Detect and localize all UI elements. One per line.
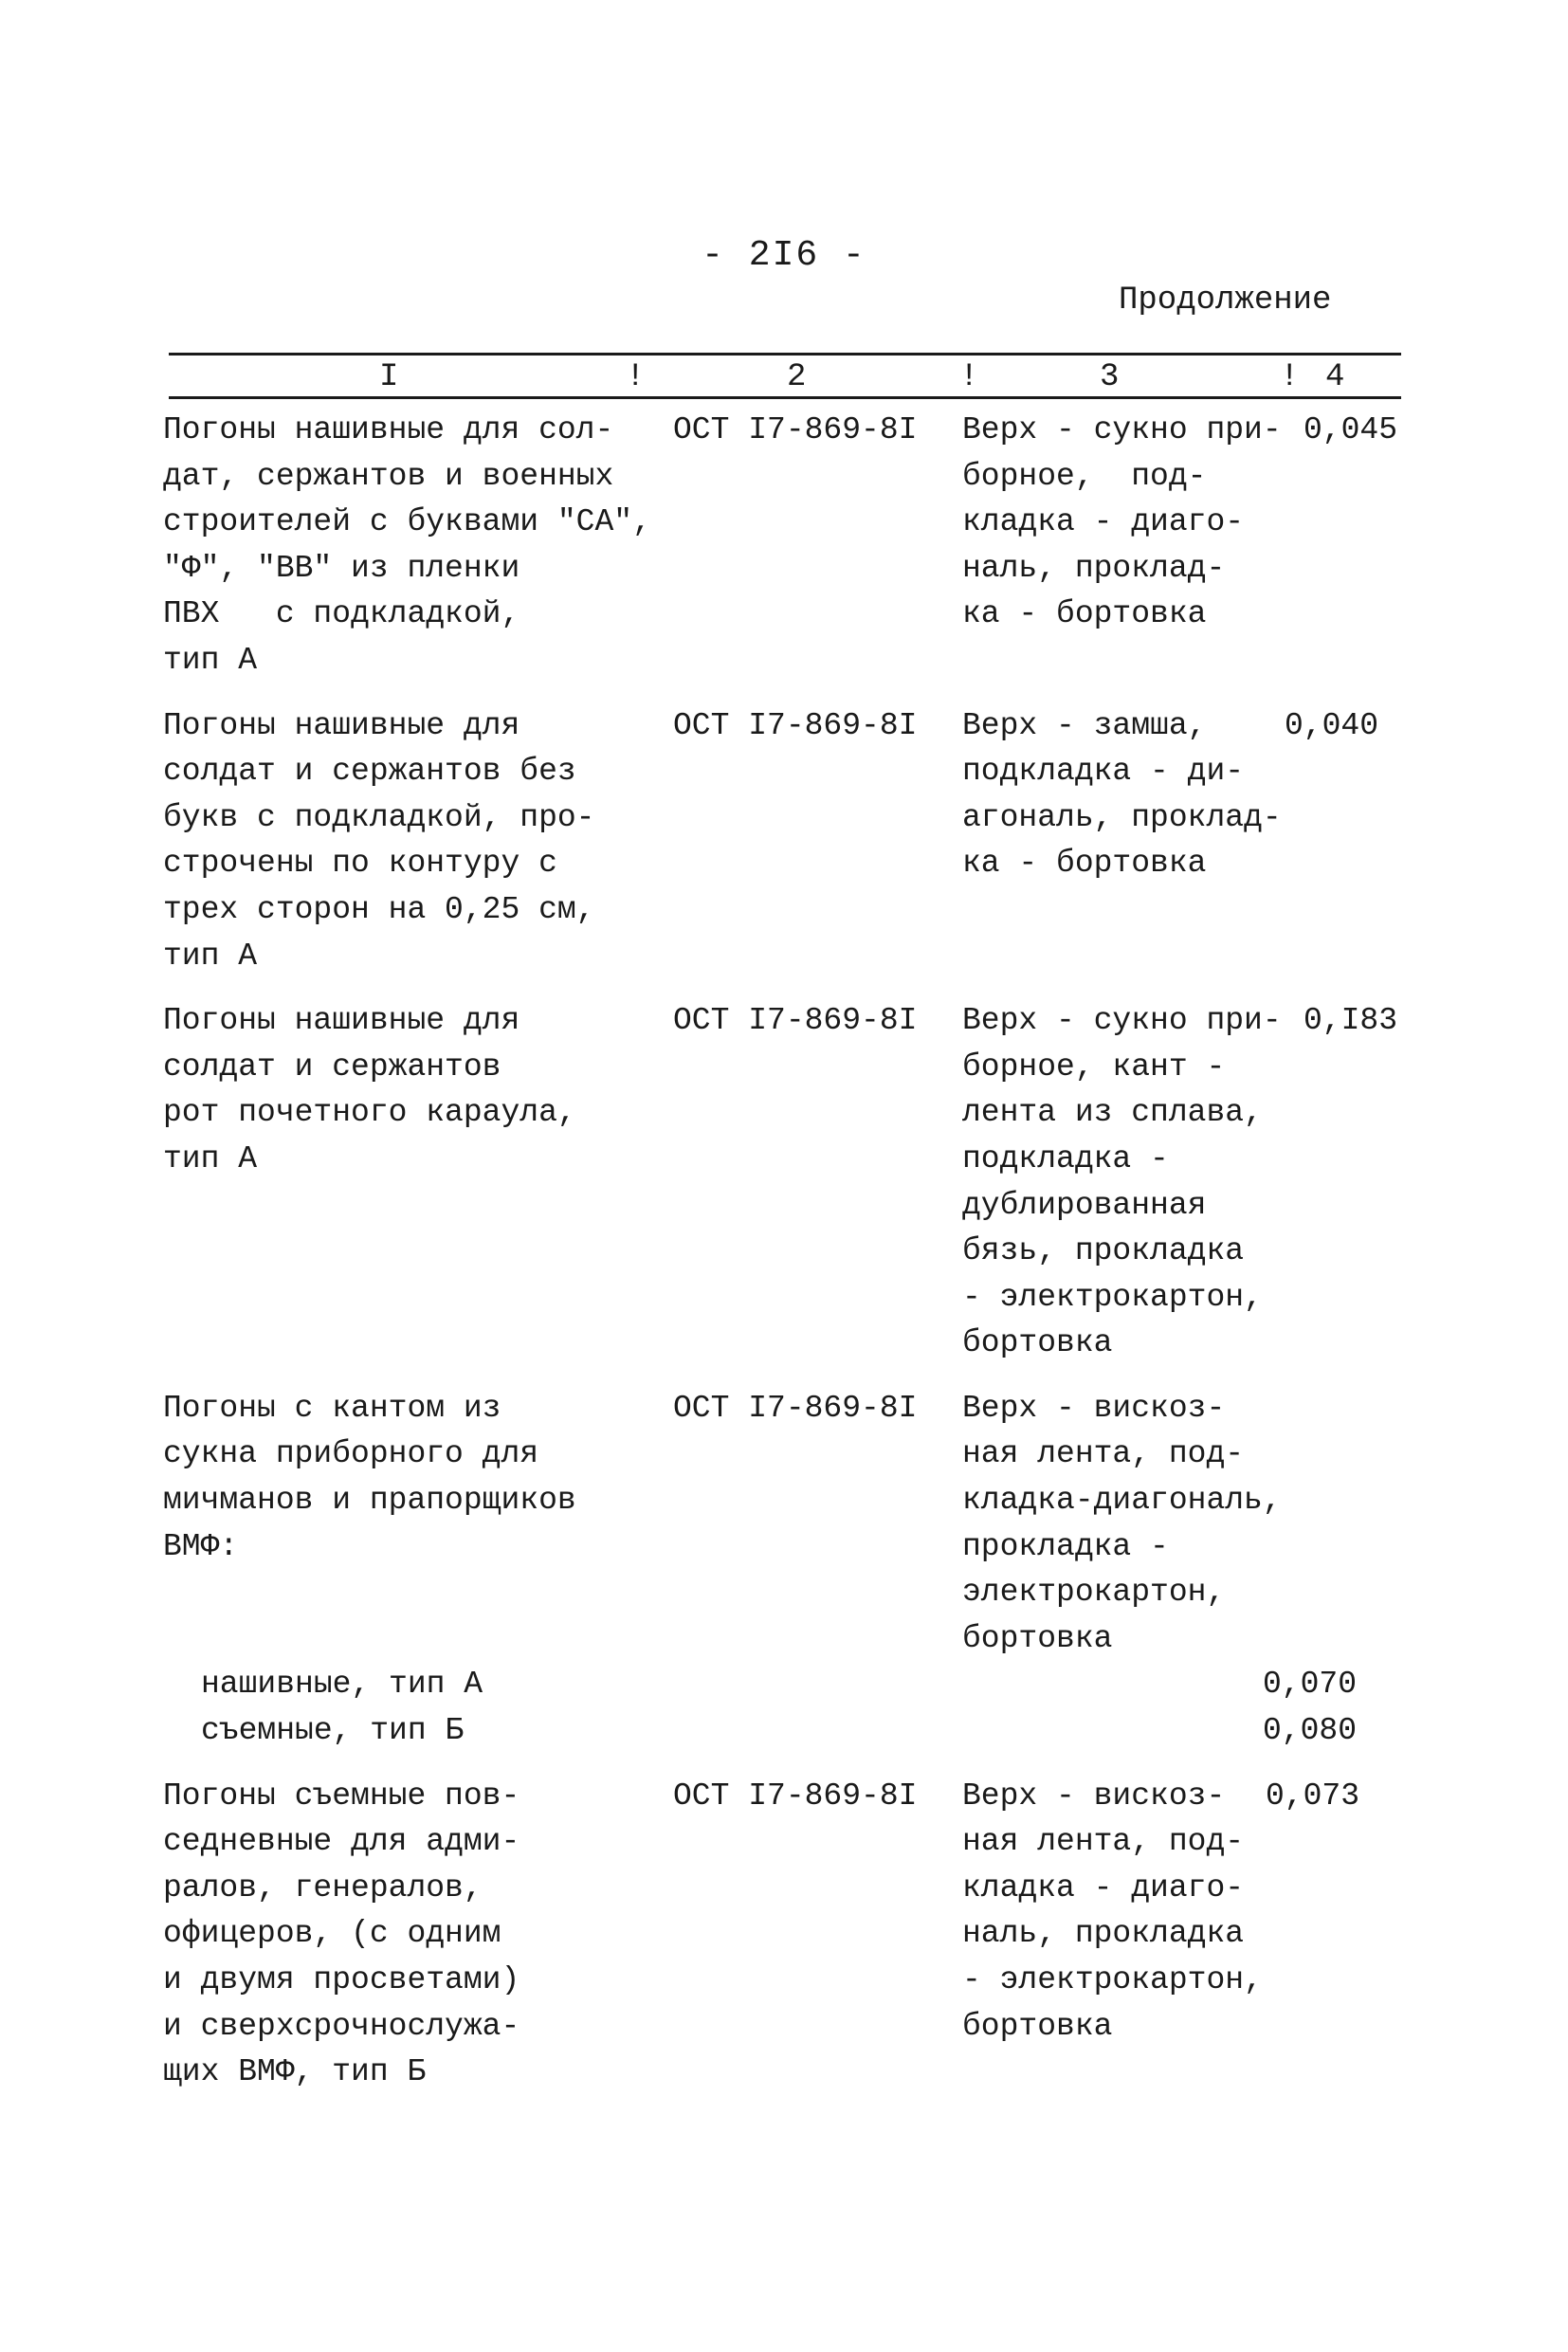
item-value: 0,045 — [1304, 412, 1398, 447]
item-standard: ОСТ I7-869-8I — [673, 412, 918, 447]
table-row — [0, 408, 1568, 684]
column-header-2: 2 — [787, 359, 807, 395]
column-header-1: I — [379, 359, 399, 395]
item-value: 0,073 — [1266, 1778, 1360, 1814]
item-name: Погоны нашивные для солдат и сержантов рот почетного караула, тип А — [163, 1003, 576, 1176]
item-material: Верх - сукно при- борное, под- кладка - диаго- наль, проклад- ка - бортовка — [962, 412, 1282, 632]
table-row — [0, 998, 1568, 1367]
sub-row-value: 0,080 — [1263, 1713, 1358, 1749]
item-material: Верх - замша, подкладка - ди- агональ, проклад- ка - бортовка — [962, 707, 1282, 882]
column-header-3: 3 — [1100, 359, 1120, 395]
item-value: 0,040 — [1285, 707, 1379, 743]
sub-row-value: 0,070 — [1263, 1667, 1358, 1703]
column-separator: ! — [959, 359, 979, 395]
continuation-label: Продолжение — [1119, 283, 1332, 319]
item-standard: ОСТ I7-869-8I — [673, 1390, 918, 1426]
column-separator: ! — [1280, 359, 1300, 395]
item-name: Погоны съемные пов- седневные для адми- ралов, генералов, офицеров, (с одним и двумя просветами) и сверхсрочнослужа- щих ВМФ, тип Б — [163, 1778, 520, 2090]
item-standard: ОСТ I7-869-8I — [673, 707, 918, 743]
table-row — [0, 1774, 1568, 2096]
table-row — [0, 1386, 1568, 1663]
page-number: - 2I6 - — [702, 235, 866, 276]
table-top-rule — [169, 353, 1401, 356]
sub-row-label: нашивные, тип А — [201, 1667, 483, 1703]
item-name: Погоны нашивные для сол- дат, сержантов и военных строителей с буквами "СА", "Ф", "ВВ" из пленки ПВХ с подкладкой, тип А — [163, 412, 651, 678]
column-header-4: 4 — [1325, 359, 1345, 395]
item-value: 0,I83 — [1304, 1003, 1398, 1039]
item-material: Верх - вискоз- ная лента, под- кладка-диагональ, прокладка - электрокартон, бортовка — [962, 1390, 1282, 1656]
item-material: Верх - сукно при- борное, кант - лента из сплава, подкладка - дублированная бязь, прокладка - электрокартон, бортовка — [962, 1003, 1282, 1361]
table-row — [0, 703, 1568, 980]
table-body — [0, 408, 1568, 2096]
sub-row — [0, 1708, 1568, 1755]
item-standard: ОСТ I7-869-8I — [673, 1778, 918, 1814]
item-name: Погоны с кантом из сукна приборного для мичманов и прапорщиков ВМФ: — [163, 1390, 576, 1564]
table-header-rule — [169, 396, 1401, 399]
item-material: Верх - вискоз- ная лента, под- кладка - диаго- наль, прокладка - электрокартон, бортовка — [962, 1778, 1263, 2044]
column-separator: ! — [626, 359, 646, 395]
sub-row — [0, 1662, 1568, 1708]
item-name: Погоны нашивные для солдат и сержантов без букв с подкладкой, про- строчены по контуру с трех сторон на 0,25 см, тип А — [163, 707, 595, 974]
sub-row-label: съемные, тип Б — [201, 1713, 465, 1749]
item-standard: ОСТ I7-869-8I — [673, 1003, 918, 1039]
